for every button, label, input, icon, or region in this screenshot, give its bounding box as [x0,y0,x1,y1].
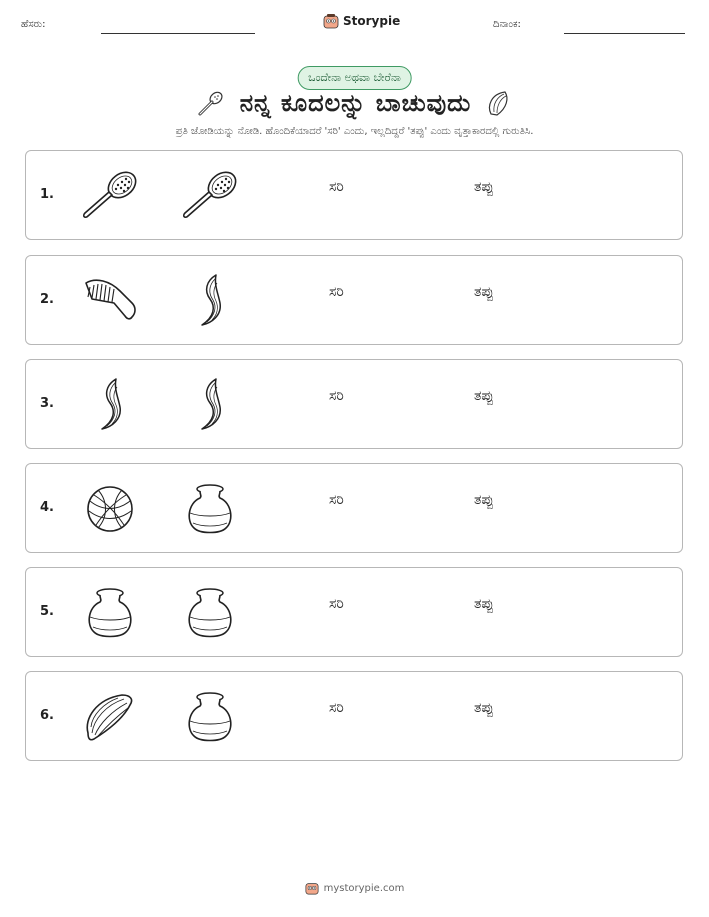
oil-pot-icon [80,585,140,641]
instructions: ಪ್ರತಿ ಜೋಡಿಯನ್ನು ನೋಡಿ. ಹೊಂದಿಕೆಯಾದರೆ 'ಸರಿ' ಎಂದು, ಇಲ್ಲದಿದ್ದರೆ 'ತಪ್ಪು' ಎಂದು ವೃತ್ತಾಕಾರದಲ್ಲಿ ಗುರುತಿಸಿ. [175,126,534,137]
question-row-4 [25,463,683,553]
question-number: 2. [40,292,54,307]
option-correct[interactable]: ಸರಿ [329,179,344,195]
oil-pot-icon [180,689,240,745]
option-wrong[interactable]: ತಪ್ಪು [474,179,494,195]
footer [0,881,709,895]
question-number: 1. [40,187,54,202]
oil-pot-icon [180,481,240,537]
question-row-2 [25,255,683,345]
hair-lock-icon [80,689,140,745]
question-number: 5. [40,604,54,619]
option-correct[interactable]: ಸರಿ [329,700,344,716]
question-number: 3. [40,396,54,411]
storypie-mascot-icon [323,13,339,29]
name-field-line[interactable] [101,33,255,34]
question-row-1 [25,150,683,240]
storypie-logo [323,13,400,29]
hair-strand-icon [180,273,240,329]
option-correct[interactable]: ಸರಿ [329,284,344,300]
question-number: 4. [40,500,54,515]
worksheet-type-badge: ಒಂದೇನಾ ಅಥವಾ ಬೇರೆನಾ [297,66,412,90]
option-correct[interactable]: ಸರಿ [329,388,344,404]
hairbrush-icon [180,168,240,224]
hair-bun-icon [80,481,140,537]
option-wrong[interactable]: ತಪ್ಪು [474,388,494,404]
option-wrong[interactable]: ತಪ್ಪು [474,700,494,716]
footer-url[interactable]: mystorypie.com [323,882,405,894]
question-row-6 [25,671,683,761]
date-label: ದಿನಾಂಕ: [493,19,521,30]
option-correct[interactable]: ಸರಿ [329,596,344,612]
option-wrong[interactable]: ತಪ್ಪು [474,596,494,612]
name-label: ಹೆಸರು: [21,19,46,30]
question-row-5 [25,567,683,657]
option-correct[interactable]: ಸರಿ [329,492,344,508]
hair-lock-icon [485,88,513,118]
option-wrong[interactable]: ತಪ್ಪು [474,492,494,508]
option-wrong[interactable]: ತಪ್ಪು [474,284,494,300]
title-row [0,88,709,118]
comb-icon [80,273,140,329]
question-number: 6. [40,708,54,723]
brand-name: Storypie [343,14,401,28]
storypie-mascot-icon [305,881,319,895]
hair-strand-icon [180,377,240,433]
hairbrush-icon [196,88,226,118]
oil-pot-icon [180,585,240,641]
date-field-line[interactable] [564,33,685,34]
hair-strand-icon [80,377,140,433]
worksheet-title: ನನ್ನ ಕೂದಲನ್ನು ಬಾಚುವುದು [239,89,472,117]
hairbrush-icon [80,168,140,224]
question-row-3 [25,359,683,449]
